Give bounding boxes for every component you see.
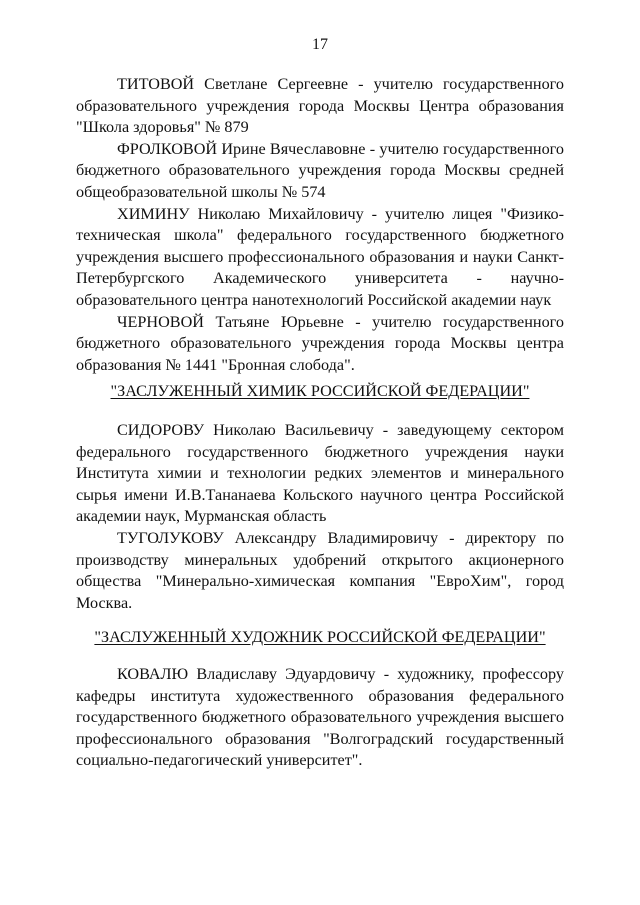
award-list-teachers [76,74,564,376]
award-entry-frolkova: ФРОЛКОВОЙ Ирине Вячеславовне - учителю государственного бюджетного образовательного учреждения города Москвы средней общеобразовательной школы № 574 [76,139,564,201]
section-heading-chemist: "ЗАСЛУЖЕННЫЙ ХИМИК РОССИЙСКОЙ ФЕДЕРАЦИИ" [110,382,530,400]
award-entry-khimin: ХИМИНУ Николаю Михайловичу - учителю лицея "Физико-техническая школа" федерального государственного бюджетного учреждения высшего профессионального образования и науки Санкт-Петербургского Академического университета - научно-образовательного центра нанотехнологий Российской академии наук [76,204,564,309]
award-entry-tugolukov: ТУГОЛУКОВУ Александру Владимировичу - директору по производству минеральных удобрений открытого акционерного общества "Минерально-химическая компания "ЕвроХим", город Москва. [76,528,564,612]
page-number: 17 [312,36,328,53]
award-list-artists [76,664,564,772]
award-entry-titova: ТИТОВОЙ Светлане Сергеевне - учителю государственного образовательного учреждения города Москвы Центра образования "Школа здоровья" № 879 [76,75,564,137]
section-heading-artist: "ЗАСЛУЖЕННЫЙ ХУДОЖНИК РОССИЙСКОЙ ФЕДЕРАЦИИ" [94,628,546,646]
award-entry-sidorov: СИДОРОВУ Николаю Васильевичу - заведующему сектором федерального государственного бюджетного учреждения науки Института химии и технологии редких элементов и минерального сырья имени И.В.Тананаева Кольского научного центра Российской академии наук, Мурманская область [76,421,564,526]
award-entry-koval: КОВАЛЮ Владиславу Эдуардовичу - художнику, профессору кафедры института художественного образования федерального государственного бюджетного образовательного учреждения высшего профессионального образования "Волгоградский государственный социально-педагогический университет". [76,665,564,770]
award-list-chemists [76,420,564,614]
award-entry-chernova: ЧЕРНОВОЙ Татьяне Юрьевне - учителю государственного бюджетного образовательного учреждения города Москвы центра образования № 1441 "Бронная слобода". [76,312,564,374]
